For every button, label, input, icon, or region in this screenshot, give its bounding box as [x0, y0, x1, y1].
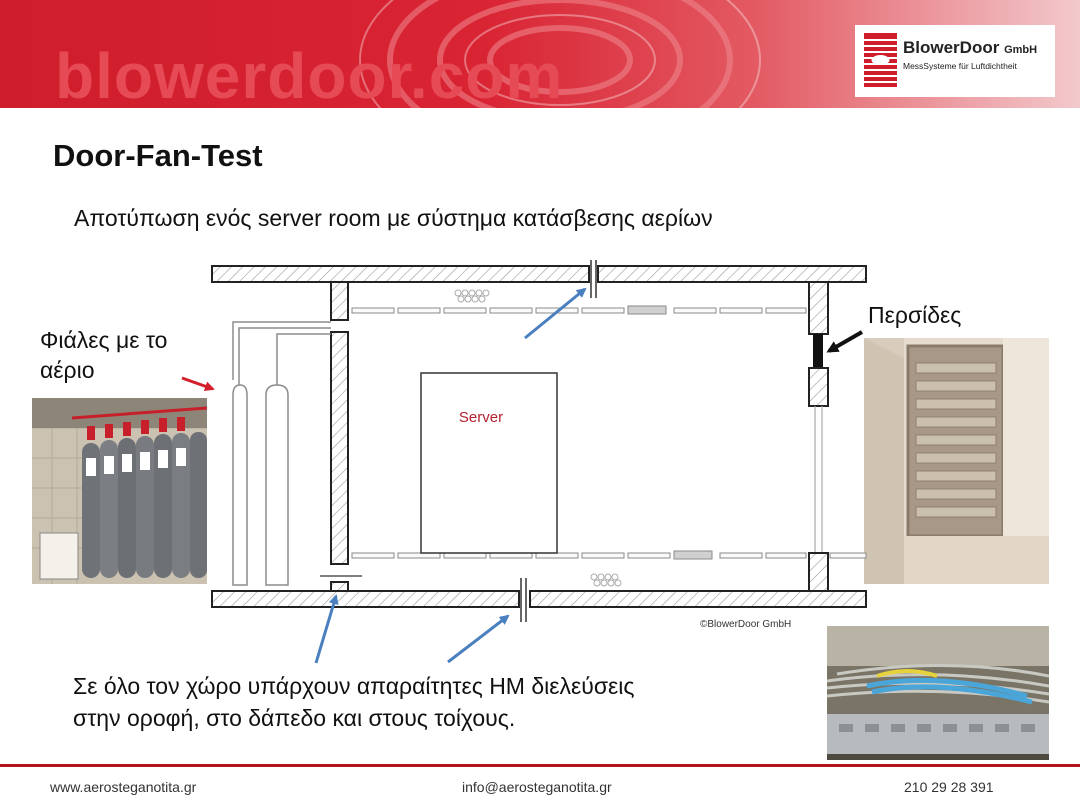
- logo-subtitle: MessSysteme für Luftdichtheit: [903, 61, 1017, 71]
- label-gas-bottles-line2: αέριο: [40, 357, 95, 383]
- diagram-copyright: ©BlowerDoor GmbH: [700, 619, 792, 630]
- suspended-ceiling: [352, 306, 806, 314]
- server-rack: [421, 373, 557, 553]
- slide-title: Door-Fan-Test: [53, 138, 263, 173]
- floor-cable-bundle: [591, 574, 621, 586]
- ceiling-slab: [212, 260, 866, 298]
- penetrations-note-line2: στην οροφή, στο δάπεδο και στους τοίχους.: [73, 705, 516, 731]
- server-label: Server: [458, 409, 504, 426]
- header-watermark: blowerdoor.com: [55, 40, 564, 108]
- slide-subtitle: Αποτύπωση ενός server room με σύστημα κατάσβεσης αερίων: [74, 205, 713, 231]
- ceiling-cable-bundle: [455, 290, 489, 302]
- footer-divider: [0, 764, 1080, 767]
- gas-bottles-arrow: [182, 378, 213, 389]
- right-wall: [809, 282, 828, 591]
- louvers-arrow: [829, 332, 862, 351]
- label-louvers: Περσίδες: [868, 302, 962, 328]
- penetrations-note-line1: Σε όλο τον χώρο υπάρχουν απαραίτητες ΗΜ διελεύσεις: [73, 673, 635, 699]
- footer-email-link[interactable]: info@aerosteganotita.gr: [462, 779, 612, 795]
- label-gas-bottles-line1: Φιάλες με το: [40, 327, 168, 353]
- logo-brand-text: BlowerDoor GmbH: [903, 38, 1038, 57]
- penetrations-note: [73, 670, 635, 734]
- floor-slab: [212, 578, 866, 622]
- floor-penetration-arrow: [448, 616, 508, 662]
- gas-bottles-schematic: [233, 322, 331, 585]
- footer-phone: 210 29 28 391: [904, 779, 994, 795]
- footer-website-link[interactable]: www.aerosteganotita.gr: [50, 779, 197, 795]
